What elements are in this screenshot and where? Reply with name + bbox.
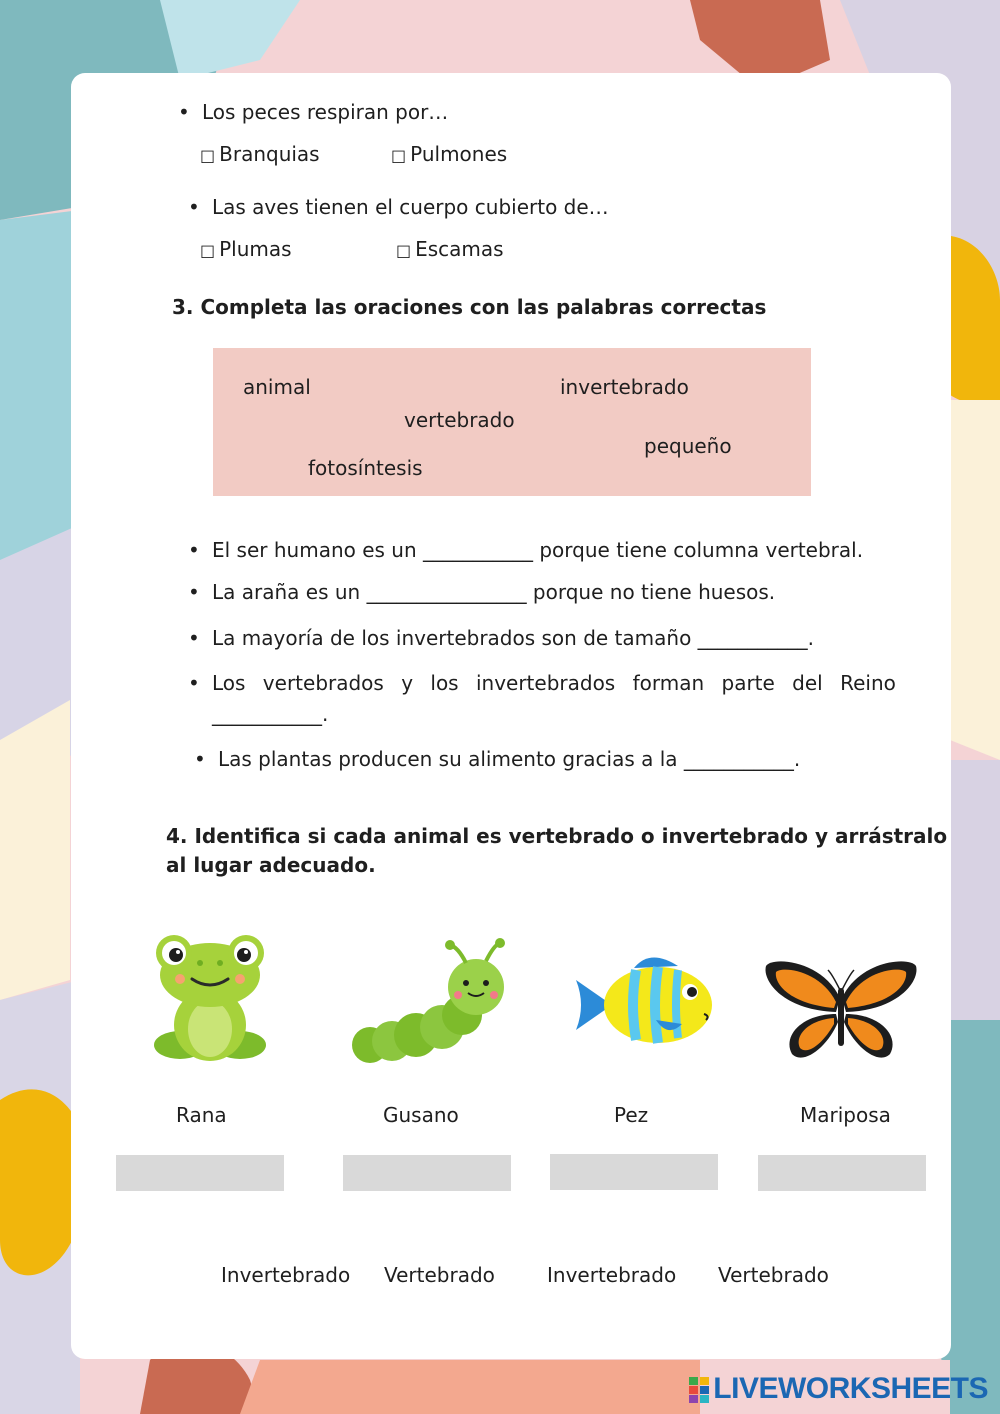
fill-sentence[interactable]: • La mayoría de los invertebrados son de tamaño ___________. [212, 626, 814, 650]
checkbox-icon: □ [396, 241, 412, 260]
section-title-continuation: al lugar adecuado. [166, 853, 376, 877]
section-title: 4. Identifica si cada animal es vertebrado o invertebrado y arrástralo [166, 824, 948, 848]
animal-label: Rana [176, 1103, 227, 1127]
option-checkbox[interactable]: □ Plumas [200, 237, 292, 261]
fill-sentence[interactable]: • El ser humano es un ___________ porque tiene columna vertebral. [212, 538, 863, 562]
draggable-chip[interactable]: Invertebrado [547, 1263, 677, 1287]
liveworksheets-logo[interactable]: LIVEWORKSHEETS [689, 1372, 988, 1406]
drop-zone-mariposa[interactable] [758, 1155, 926, 1191]
draggable-chip[interactable]: Vertebrado [718, 1263, 829, 1287]
drop-zone-rana[interactable] [116, 1155, 284, 1191]
option-checkbox[interactable]: □ Escamas [396, 237, 504, 261]
fill-sentence[interactable]: • La araña es un ________________ porque no tiene huesos. [212, 580, 775, 604]
section-title: 3. Completa las oraciones con las palabras correctas [172, 295, 767, 319]
frog-icon [150, 933, 270, 1068]
fill-sentence-continuation[interactable]: ___________. [212, 702, 329, 726]
draggable-chip[interactable]: Vertebrado [384, 1263, 495, 1287]
draggable-chip[interactable]: Invertebrado [221, 1263, 351, 1287]
word-bank [213, 348, 811, 496]
caterpillar-icon [350, 937, 510, 1067]
checkbox-icon: □ [391, 146, 407, 165]
fish-icon [570, 950, 720, 1060]
checkbox-icon: □ [200, 146, 216, 165]
word-chip[interactable]: pequeño [644, 434, 732, 458]
animal-label: Gusano [383, 1103, 459, 1127]
animal-label: Pez [614, 1103, 649, 1127]
drop-zone-pez[interactable] [550, 1154, 718, 1190]
butterfly-icon [762, 958, 920, 1064]
option-checkbox[interactable]: □ Branquias [200, 142, 320, 166]
checkbox-icon: □ [200, 241, 216, 260]
word-chip[interactable]: invertebrado [560, 375, 689, 399]
animal-label: Mariposa [800, 1103, 891, 1127]
logo-mark-icon [689, 1377, 709, 1403]
question-prompt: • Las aves tienen el cuerpo cubierto de… [212, 195, 609, 219]
fill-sentence[interactable]: • Las plantas producen su alimento gracias a la ___________. [218, 747, 800, 771]
word-chip[interactable]: vertebrado [404, 408, 515, 432]
question-prompt: • Los peces respiran por… [202, 100, 448, 124]
option-checkbox[interactable]: □ Pulmones [391, 142, 508, 166]
drop-zone-gusano[interactable] [343, 1155, 511, 1191]
fill-sentence[interactable]: • Los vertebrados y los invertebrados forman parte del Reino [212, 671, 867, 695]
word-chip[interactable]: animal [243, 375, 311, 399]
word-chip[interactable]: fotosíntesis [308, 456, 423, 480]
